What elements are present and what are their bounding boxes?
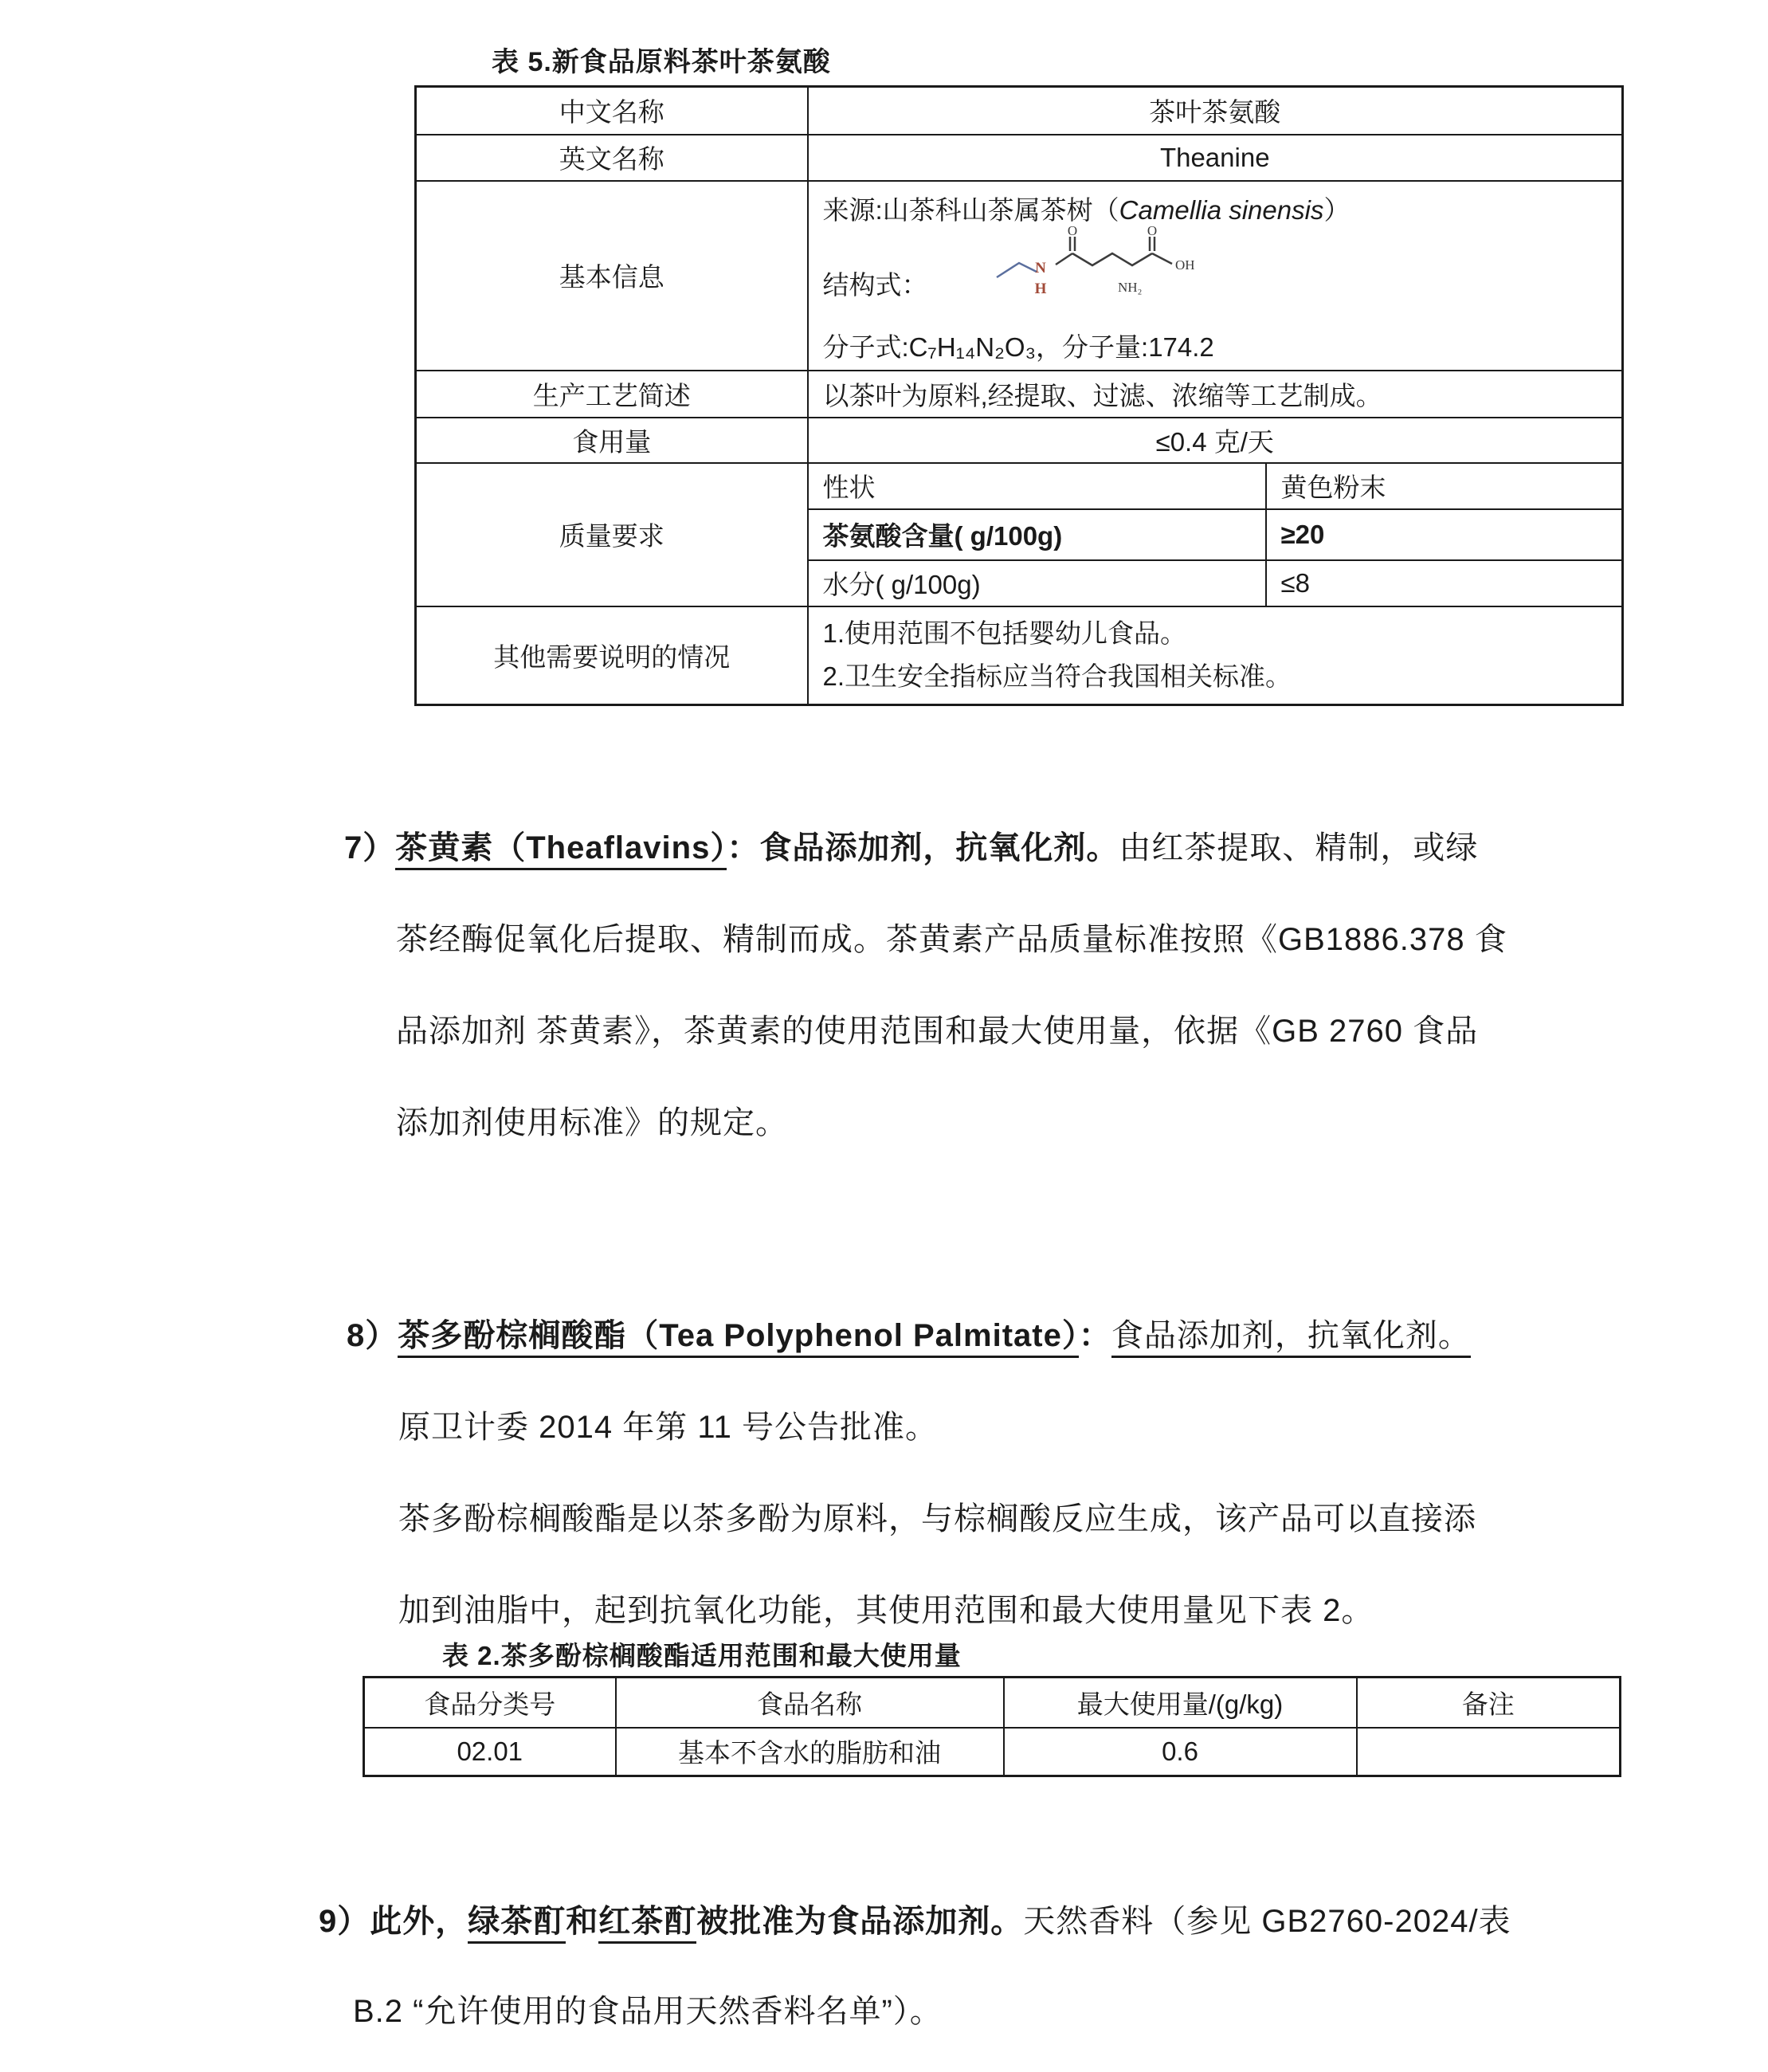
text-segment: 加到油脂中，起到抗氧化功能，其使用范围和最大使用量见下表 2。 (398, 1593, 1374, 1628)
other-notes-label: 其他需要说明的情况 (416, 606, 808, 705)
other-note-1: 1.使用范围不包括婴幼儿食品。 (822, 618, 1187, 649)
text-segment: 和 (566, 1904, 599, 1939)
quality-theanine-content-value: ≥20 (1266, 509, 1623, 560)
text-segment: 茶经酶促氧化后提取、精制而成。茶黄素产品质量标准按照《GB1886.378 食 (396, 922, 1507, 957)
text-segment: 茶多酚棕榈酸酯（Tea Polyphenol Palmitate） (398, 1318, 1079, 1358)
quality-appearance-name: 性状 (808, 463, 1266, 509)
text-segment: 8） (347, 1318, 398, 1353)
text-segment: 天然香料（参见 GB2760-2024/表 (1023, 1904, 1511, 1939)
amide-nitrogen-atom: N (1034, 259, 1046, 277)
intake-value: ≤0.4 克/天 (808, 418, 1623, 463)
text-segment: 茶多酚棕榈酸酯是以茶多酚为原料，与棕榈酸反应生成，该产品可以直接添 (398, 1501, 1476, 1536)
text-segment: 被批准为食品添加剂。 (696, 1904, 1024, 1939)
text-segment: 由红茶提取、精制，或绿 (1119, 830, 1479, 865)
hydroxyl-group: OH (1174, 257, 1195, 273)
table2-header-row (364, 1678, 1621, 1728)
text-segment: 此外， (370, 1904, 468, 1939)
intake-label: 食用量 (416, 418, 808, 463)
table-row (416, 463, 1623, 509)
table5-theanine (414, 85, 1624, 706)
source-line (823, 190, 1351, 227)
table2-cell-food-name: 基本不含水的脂肪和油 (616, 1728, 1004, 1776)
basic-info-cell (808, 181, 1623, 371)
para7-line3 (396, 1010, 1478, 1052)
table2-header-category: 食品分类号 (364, 1678, 616, 1728)
text-segment: 红茶酊 (598, 1904, 696, 1944)
molecular-formula: 分子式:C₇H₁₄N₂O₃，分子量:174.2 (822, 332, 1214, 362)
para8-line2 (398, 1407, 938, 1448)
text-segment: 9） (319, 1904, 370, 1939)
other-note-2: 2.卫生安全指标应当符合我国相关标准。 (822, 661, 1292, 692)
table5-title: 表 5.新食品原料茶叶茶氨酸 (492, 47, 831, 77)
text-segment: 绿茶酊 (468, 1904, 566, 1944)
english-name-label: 英文名称 (416, 135, 808, 181)
text-segment: 7） (344, 830, 396, 865)
acid-oxygen-atom: O (1147, 226, 1157, 238)
text-segment: 原卫计委 2014 年第 11 号公告批准。 (398, 1410, 938, 1445)
text-segment: 食品添加剂，抗氧化剂。 (1111, 1318, 1471, 1358)
table-row (416, 371, 1623, 418)
text-segment: 食品添加剂，抗氧化剂。 (759, 830, 1119, 865)
structure-label: 结构式： (822, 269, 928, 300)
table-row (416, 135, 1623, 181)
basic-info-label: 基本信息 (416, 181, 808, 371)
english-name-value: Theanine (808, 135, 1623, 181)
para7-line2 (396, 919, 1507, 960)
amide-hydrogen-atom: H (1034, 280, 1046, 297)
table2-cell-category: 02.01 (364, 1728, 616, 1776)
text-segment: Camellia sinensis (1119, 194, 1324, 225)
table2-title: 表 2.茶多酚棕榈酸酯适用范围和最大使用量 (442, 1641, 962, 1670)
amino-group: NH₂ (1117, 279, 1142, 295)
amide-oxygen-atom: O (1067, 226, 1077, 238)
table-row (416, 87, 1623, 135)
table2-data-row (364, 1728, 1621, 1776)
quality-label: 质量要求 (416, 463, 808, 606)
text-segment: B.2 “允许使用的食品用天然香料名单”）。 (353, 1994, 943, 2029)
quality-appearance-value: 黄色粉末 (1266, 463, 1623, 509)
table2-cell-remark (1357, 1728, 1621, 1776)
text-segment: ） (1323, 194, 1351, 225)
quality-moisture-value: ≤8 (1266, 560, 1623, 606)
text-segment: 来源:山茶科山茶属茶树（ (822, 194, 1119, 225)
table2-header-max-usage: 最大使用量/(g/kg) (1004, 1678, 1357, 1728)
text-segment: 品添加剂 茶黄素》，茶黄素的使用范围和最大使用量，依据《GB 2760 食品 (396, 1014, 1479, 1049)
other-notes-cell (808, 606, 1623, 705)
table-row (416, 181, 1623, 371)
quality-theanine-content-name: 茶氨酸含量( g/100g) (808, 509, 1266, 560)
theanine-structure-diagram (990, 226, 1229, 308)
para7-line1 (344, 827, 1478, 869)
text-segment: 茶黄素（Theaflavins） (395, 830, 727, 870)
text-segment: ： (1078, 1318, 1111, 1353)
para8-line1 (347, 1315, 1471, 1356)
quality-moisture-name: 水分( g/100g) (808, 560, 1266, 606)
table2-header-remark: 备注 (1357, 1678, 1621, 1728)
para8-line3 (398, 1498, 1476, 1540)
table2-cell-max-usage: 0.6 (1004, 1728, 1357, 1776)
para8-line4 (398, 1590, 1374, 1631)
para9-line1 (319, 1901, 1511, 1942)
process-label: 生产工艺简述 (416, 371, 808, 418)
process-value: 以茶叶为原料,经提取、过滤、浓缩等工艺制成。 (808, 371, 1623, 418)
table-row (416, 418, 1623, 463)
para9-line2 (353, 1991, 943, 2032)
text-segment: ： (727, 830, 760, 865)
chinese-name-label: 中文名称 (416, 87, 808, 135)
table2-usage (363, 1676, 1621, 1777)
para7-line4 (396, 1102, 788, 1144)
chinese-name-value: 茶叶茶氨酸 (808, 87, 1623, 135)
table2-header-food-name: 食品名称 (616, 1678, 1004, 1728)
table-row (416, 606, 1623, 705)
text-segment: 添加剂使用标准》的规定。 (396, 1105, 788, 1140)
